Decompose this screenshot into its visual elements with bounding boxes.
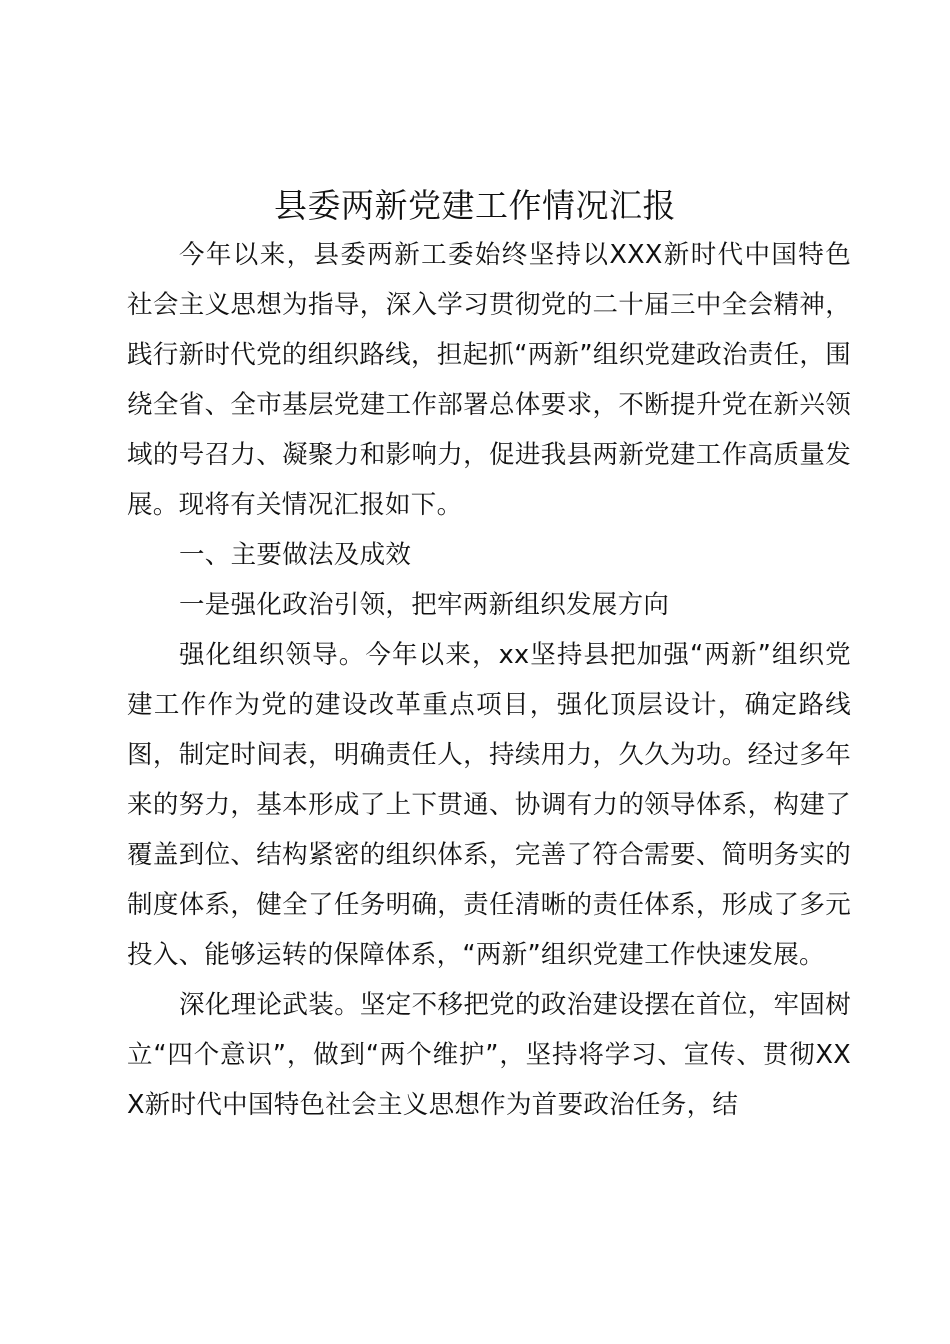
subsection-heading: 一是强化政治引领，把牢两新组织发展方向 (179, 590, 670, 620)
body-paragraph: 深化理论武装。坚定不移把党的政治建设摆在首位，牢固树立“四个意识”，做到“两个维护”，坚持将学习、宣传、贯彻XXX新时代中国特色社会主义思想作为首要政治任务，结 (127, 990, 851, 1120)
section-heading: 一、主要做法及成效 (179, 540, 412, 570)
document-body (127, 230, 851, 1130)
document-title: 县委两新党建工作情况汇报 (274, 186, 676, 225)
body-paragraph: 强化组织领导。今年以来，xx坚持县把加强“两新”组织党建工作作为党的建设改革重点项目，强化顶层设计，确定路线图，制定时间表，明确责任人，持续用力，久久为功。经过多年来的努力，基本形成了上下贯通、协调有力的领导体系，构建了覆盖到位、结构紧密的组织体系，完善了符合需要、简明务实的制度体系，健全了任务明确，责任清晰的责任体系，形成了多元投入、能够运转的保障体系，“两新”组织党建工作快速发展。 (127, 640, 851, 970)
intro-paragraph: 今年以来，县委两新工委始终坚持以XXX新时代中国特色社会主义思想为指导，深入学习贯彻党的二十届三中全会精神，践行新时代党的组织路线，担起抓“两新”组织党建政治责任，围绕全省、全市基层党建工作部署总体要求，不断提升党在新兴领域的号召力、凝聚力和影响力，促进我县两新党建工作高质量发展。现将有关情况汇报如下。 (127, 240, 851, 520)
